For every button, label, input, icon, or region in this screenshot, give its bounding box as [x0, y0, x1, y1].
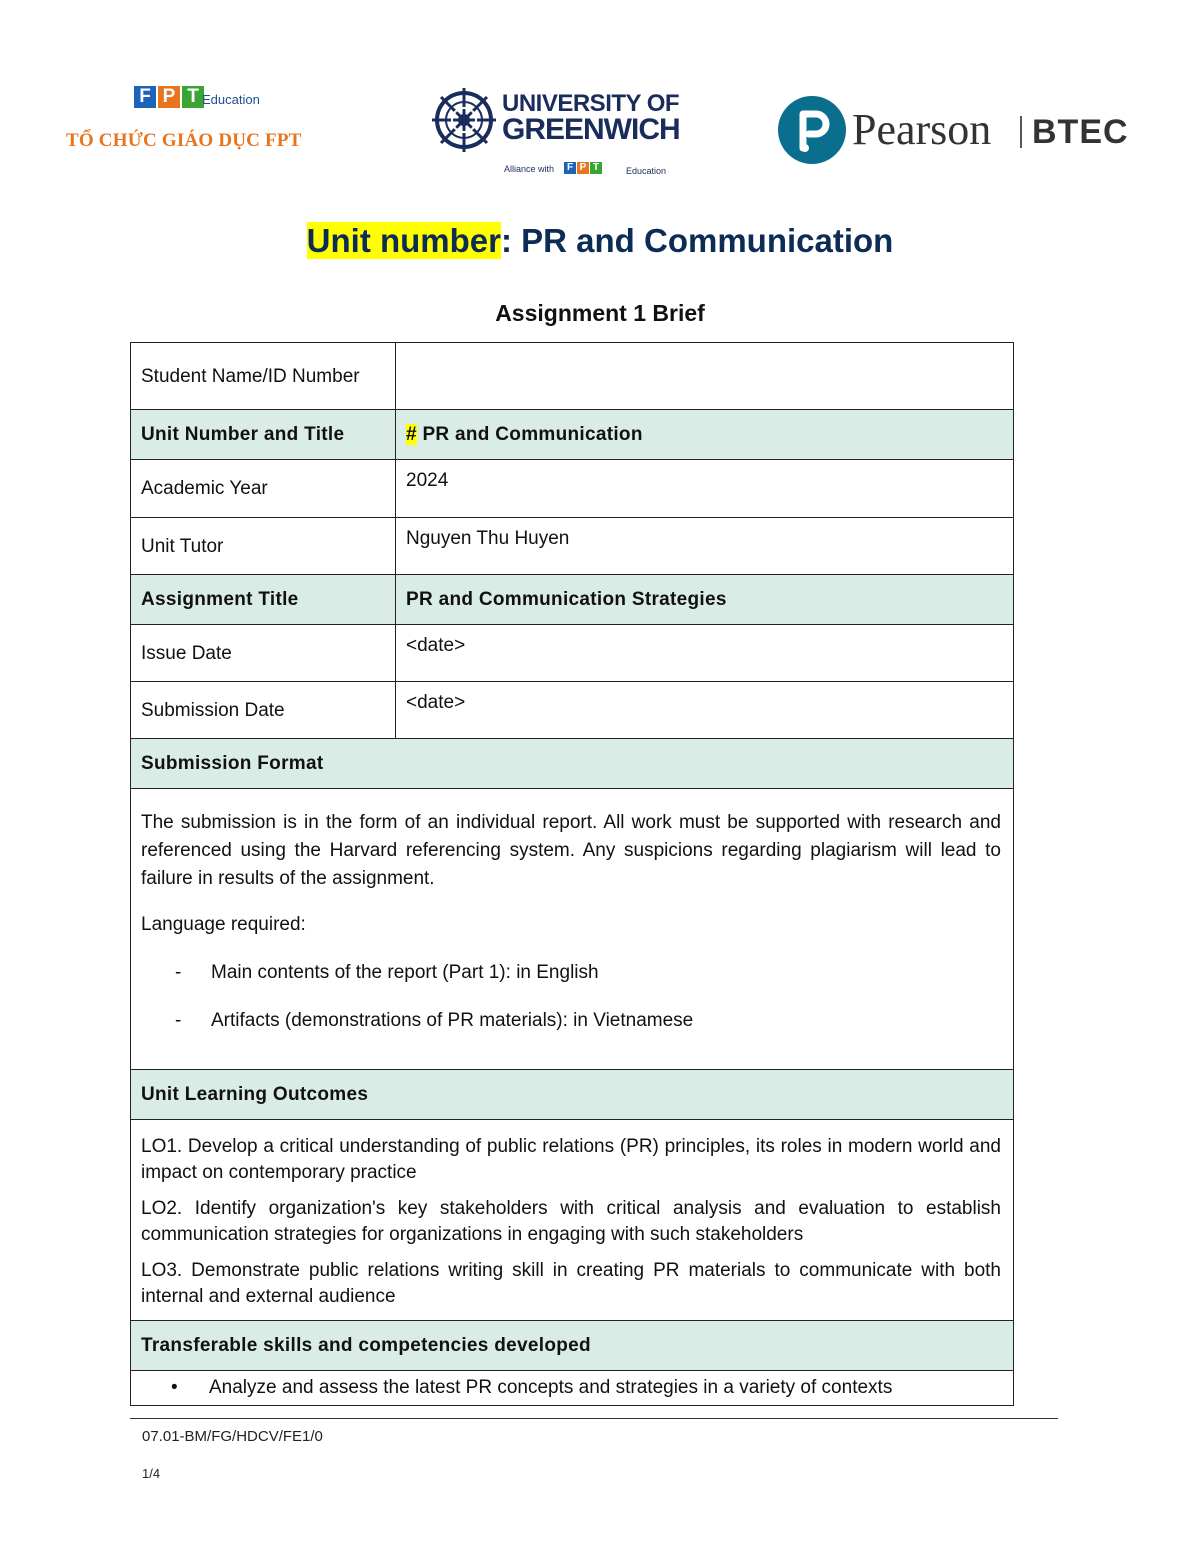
page-title — [0, 222, 1200, 260]
fpt-letter-t: T — [182, 86, 204, 108]
year-label: Academic Year — [131, 460, 396, 518]
assignment-title-label: Assignment Title — [131, 575, 396, 625]
page-title-rest: : PR and Communication — [500, 222, 894, 259]
learning-outcomes-header: Unit Learning Outcomes — [131, 1070, 1014, 1120]
fpt-org-name: TỔ CHỨC GIÁO DỤC FPT — [66, 130, 302, 151]
student-value[interactable] — [396, 343, 1014, 410]
assignment-brief-table — [130, 342, 1014, 1406]
greenwich-education-label: Education — [626, 166, 667, 176]
tutor-value: Nguyen Thu Huyen — [396, 518, 1014, 575]
fpt-letter-p: P — [158, 86, 180, 108]
greenwich-university-of: UNIVERSITY OF — [502, 90, 680, 117]
fpt-education-label: Education — [202, 92, 260, 107]
skill-item-text: Analyze and assess the latest PR concepts and strategies in a variety of contexts — [209, 1377, 893, 1398]
footer-divider — [130, 1418, 1058, 1419]
skill-item — [171, 1373, 1003, 1403]
row-format-header — [131, 739, 1014, 789]
format-paragraph: The submission is in the form of an individual report. All work must be supported with research and referenced using the Harvard referencing system. Any suspicions regarding plagiarism will lead to failure in results of the assignment. — [141, 812, 1001, 889]
row-outcomes-body — [131, 1120, 1014, 1321]
issue-date-label: Issue Date — [131, 625, 396, 682]
footer-document-code: 07.01-BM/FG/HDCV/FE1/0 — [142, 1428, 323, 1445]
greenwich-name: GREENWICH — [502, 113, 680, 146]
row-outcomes-header — [131, 1070, 1014, 1120]
row-format-body — [131, 789, 1014, 1070]
submission-date-label: Submission Date — [131, 682, 396, 739]
language-item: - Main contents of the report (Part 1): in English — [141, 959, 1001, 987]
row-skills-header — [131, 1321, 1014, 1371]
language-item: - Artifacts (demonstrations of PR materials): in Vietnamese — [141, 1007, 1001, 1035]
skills-header: Transferable skills and competencies developed — [131, 1321, 1014, 1371]
pearson-p-icon — [778, 96, 846, 164]
unit-hash: # — [406, 424, 417, 445]
greenwich-fpt-mini-logo — [564, 162, 603, 174]
language-item-text: Artifacts (demonstrations of PR materials): in Vietnamese — [211, 1010, 694, 1031]
assignment-title-value: PR and Communication Strategies — [396, 575, 1014, 625]
fpt-letter-f: F — [134, 86, 156, 108]
row-issue-date — [131, 625, 1014, 682]
pearson-btec-logo — [778, 96, 1128, 168]
unit-label: Unit Number and Title — [131, 410, 396, 460]
row-skills-body — [131, 1371, 1014, 1406]
row-student — [131, 343, 1014, 410]
student-label: Student Name/ID Number — [131, 343, 396, 410]
unit-value-cell — [396, 410, 1014, 460]
mini-letter-f: F — [564, 162, 576, 174]
learning-outcome-item: LO1. Develop a critical understanding of public relations (PR) principles, its roles in modern world and impact on contemporary practice — [141, 1136, 1001, 1183]
submission-format-header: Submission Format — [131, 739, 1014, 789]
row-year — [131, 460, 1014, 518]
assignment-brief-heading: Assignment 1 Brief — [495, 300, 705, 326]
mini-letter-t: T — [590, 162, 602, 174]
greenwich-seal-icon — [430, 86, 498, 154]
year-value: 2024 — [396, 460, 1014, 518]
tutor-label: Unit Tutor — [131, 518, 396, 575]
submission-date-value: <date> — [396, 682, 1014, 739]
mini-letter-p: P — [577, 162, 589, 174]
pearson-divider — [1020, 116, 1022, 148]
row-unit — [131, 410, 1014, 460]
pearson-wordmark: Pearson — [852, 105, 992, 154]
skills-body — [131, 1371, 1014, 1406]
greenwich-logo — [430, 86, 680, 182]
greenwich-alliance-label: Alliance with — [504, 164, 555, 174]
language-label: Language required: — [141, 914, 306, 935]
row-assignment-title — [131, 575, 1014, 625]
bullet-icon: • — [171, 1377, 178, 1398]
learning-outcome-item: LO2. Identify organization's key stakeholders with critical analysis and evaluation to establish communication strategies for organizations in engaging with such stakeholders — [141, 1198, 1001, 1245]
page-title-label: Unit number — [306, 222, 501, 259]
learning-outcomes-body — [131, 1120, 1014, 1321]
row-tutor — [131, 518, 1014, 575]
unit-value: PR and Communication — [416, 424, 643, 445]
btec-wordmark: BTEC — [1032, 113, 1129, 151]
learning-outcome-item: LO3. Demonstrate public relations writing skill in creating PR materials to communicate with both internal and external audience — [141, 1260, 1001, 1307]
submission-format-body — [131, 789, 1014, 1070]
row-submission-date — [131, 682, 1014, 739]
fpt-letter-blocks — [134, 86, 206, 108]
language-item-text: Main contents of the report (Part 1): in English — [211, 962, 599, 983]
issue-date-value: <date> — [396, 625, 1014, 682]
footer-page-number: 1/4 — [142, 1466, 161, 1481]
fpt-education-logo — [66, 84, 336, 156]
